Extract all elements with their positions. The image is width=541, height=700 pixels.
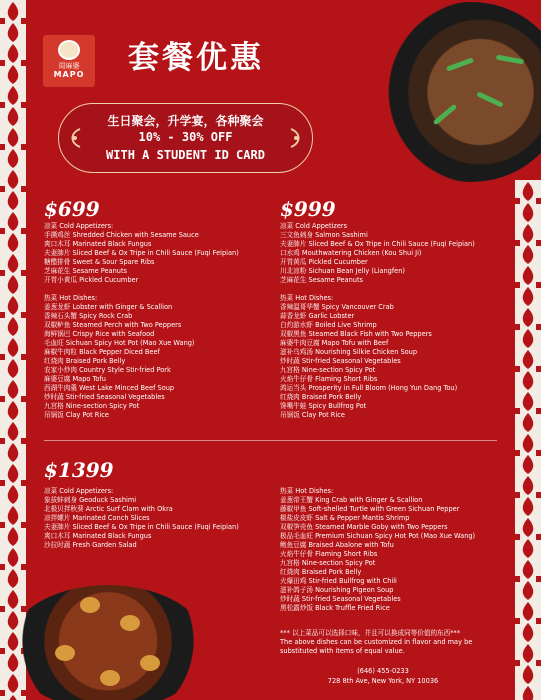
menu-item: 芝麻花生 Sesame Peanuts xyxy=(280,276,363,284)
menu-item: 麻婆豆腐 Mapo Tofu xyxy=(44,375,106,383)
menu-item: 鲍鱼豆腐 Braised Abalone with Tofu xyxy=(280,541,394,549)
menu-item: 糖醋排骨 Sweet & Sour Spare Ribs xyxy=(44,258,155,266)
chef-face-icon xyxy=(58,40,80,60)
menu-999-column xyxy=(280,222,475,420)
menu-item: 开胃黄瓜 Pickled Cucumber xyxy=(280,258,368,266)
menu-item: 吊锅饭 Clay Pot Rice xyxy=(44,411,109,419)
menu-price: $1399 xyxy=(44,458,114,482)
menu-item: 海鲜锅巴 Crispy Rice with Seafood xyxy=(44,330,155,338)
menu-item: 香辣石头蟹 Spicy Rock Crab xyxy=(44,312,133,320)
clay-pot-dish-photo xyxy=(376,2,541,182)
menu-item: 滋补乌鸡汤 Nourishing Silkie Chicken Soup xyxy=(280,348,418,356)
menu-item: 北极贝拌秋葵 Arctic Surf Clam with Okra xyxy=(44,505,173,513)
menu-item: 双椒笋壳鱼 Steamed Marble Goby with Two Peppers xyxy=(280,523,448,531)
menu-item: 夫妻肺片 Sliced Beef & Ox Tripe in Chili Sauce (Fuqi Feipian) xyxy=(44,249,239,257)
menu-item: 蒜香龙虾 Garlic Lobster xyxy=(280,312,355,320)
menu-item: 滋补鸽子汤 Nourishing Pigeon Soup xyxy=(280,586,394,594)
menu-item: 手撕鸡丝 Shredded Chicken with Sesame Sauce xyxy=(44,231,199,239)
lattice-pattern-icon xyxy=(515,180,541,700)
menu-item: 九宫格 Nine-section Spicy Pot xyxy=(44,402,140,410)
menu-section-heading: 凉菜 Cold Appetizers: xyxy=(44,487,114,495)
menu-item: 三文鱼刺身 Salmon Sashimi xyxy=(280,231,368,239)
menu-item: 黑松露炒饭 Black Truffle Fried Rice xyxy=(280,604,390,612)
customization-note xyxy=(280,629,510,656)
note-cn: *** 以上菜品可以选择口味，并且可以换成同等价值的东西*** xyxy=(280,629,461,637)
restaurant-logo xyxy=(43,35,95,87)
menu-section-heading: 热菜 Hot Dishes: xyxy=(280,294,334,302)
promo-banner xyxy=(58,103,313,173)
menu-item: 凉拌螺片 Marinated Conch Slices xyxy=(44,514,150,522)
menu-item: 双椒黑鱼 Steamed Black Fish with Two Peppers xyxy=(280,330,432,338)
menu-item: 极品毛血旺 Premium Sichuan Spicy Hot Pot (Mao Xue Wang) xyxy=(280,532,476,540)
menu-item: 爽口木耳 Marinated Black Fungus xyxy=(44,240,152,248)
address: 728 8th Ave, New York, NY 10036 xyxy=(327,677,439,685)
menu-item: 口水鸡 Mouthwatering Chicken (Kou Shui Ji) xyxy=(280,249,422,257)
banner-student-id: WITH A STUDENT ID CARD xyxy=(106,148,265,162)
menu-item: 红烧肉 Braised Pork Belly xyxy=(280,568,362,576)
menu-item: 九宫格 Nine-section Spicy Pot xyxy=(280,559,376,567)
menu-item: 火焰牛仔骨 Flaming Short Ribs xyxy=(280,550,378,558)
menu-item: 红烧肉 Braised Pork Belly xyxy=(280,393,362,401)
menu-price: $699 xyxy=(44,197,100,221)
menu-item: 炒时蔬 Stir-fried Seasonal Vegetables xyxy=(280,595,401,603)
logo-cn-text: 周麻婆 xyxy=(58,62,80,70)
menu-item: 象拔蚌刺身 Geoduck Sashimi xyxy=(44,496,137,504)
menu-item: 鸿运当头 Prosperity in Full Bloom (Hong Yun Dang Tou) xyxy=(280,384,458,392)
menu-item: 夫妻肺片 Sliced Beef & Ox Tripe in Chili Sauce (Fuqi Feipian) xyxy=(44,523,239,531)
menu-item: 火焰牛仔骨 Flaming Short Ribs xyxy=(280,375,378,383)
menu-699-column xyxy=(44,222,239,420)
menu-item: 毛血旺 Sichuan Spicy Hot Pot (Mao Xue Wang) xyxy=(44,339,195,347)
menu-item: 藤椒甲鱼 Soft-shelled Turtle with Green Sichuan Pepper xyxy=(280,505,460,513)
menu-1399-hot-column xyxy=(280,487,475,613)
menu-item: 姜葱龙虾 Lobster with Ginger & Scallion xyxy=(44,303,173,311)
menu-item: 炒时蔬 Stir-fried Seasonal Vegetables xyxy=(44,393,165,401)
menu-item: 香辣温哥华蟹 Spicy Vancouver Crab xyxy=(280,303,394,311)
banner-line-1: 生日聚会，升学宴，各种聚会 xyxy=(107,114,264,128)
menu-item: 夫妻肺片 Sliced Beef & Ox Tripe in Chili Sauce (Fuqi Feipian) xyxy=(280,240,475,248)
menu-item: 麻婆牛肉豆腐 Mapo Tofu with Beef xyxy=(280,339,389,347)
menu-item: 白灼游水虾 Boiled Live Shrimp xyxy=(280,321,377,329)
menu-item: 爽口木耳 Marinated Black Fungus xyxy=(44,532,152,540)
menu-item: 川北凉粉 Sichuan Bean Jelly (Liangfen) xyxy=(280,267,405,275)
menu-item: 麻椒牛肉粒 Black Pepper Diced Beef xyxy=(44,348,160,356)
menu-section-heading: 凉菜 Cold Appetizers: xyxy=(44,222,114,230)
phone-number: (646) 455-0233 xyxy=(357,667,409,675)
menu-item: 吊锅饭 Clay Pot Rice xyxy=(280,411,345,419)
menu-item: 炒时蔬 Stir-fried Seasonal Vegetables xyxy=(280,357,401,365)
page-title: 套餐优惠 xyxy=(128,40,264,76)
menu-item: 开胃小黄瓜 Pickled Cucumber xyxy=(44,276,139,284)
section-divider xyxy=(44,440,497,441)
menu-item: 姜葱帝王蟹 King Crab with Ginger & Scallion xyxy=(280,496,423,504)
contact-info xyxy=(323,666,443,686)
braised-pork-dish-photo xyxy=(0,575,215,700)
logo-en-text: MAPO xyxy=(53,70,85,79)
note-en: The above dishes can be customized in flavor and may be substituted with items of equal value. xyxy=(280,638,473,655)
menu-1399-cold-column xyxy=(44,487,239,550)
menu-section-heading: 热菜 Hot Dishes: xyxy=(44,294,98,302)
menu-item: 双椒鲈鱼 Steamed Perch with Two Peppers xyxy=(44,321,182,329)
menu-item: 椒盐皮皮虾 Salt & Pepper Mantis Shrimp xyxy=(280,514,410,522)
menu-item: 西湖牛肉羹 West Lake Minced Beef Soup xyxy=(44,384,175,392)
menu-section-heading: 凉菜 Cold Appetizers xyxy=(280,222,348,230)
menu-item: 农家小炒肉 Country Style Stir-fried Pork xyxy=(44,366,171,374)
menu-item: 红烧肉 Braised Pork Belly xyxy=(44,357,126,365)
menu-item: 沙拉时蔬 Fresh Garden Salad xyxy=(44,541,137,549)
banner-discount: 10% - 30% OFF xyxy=(138,130,233,144)
menu-item: 芝麻花生 Sesame Peanuts xyxy=(44,267,127,275)
menu-item: 九宫格 Nine-section Spicy Pot xyxy=(280,366,376,374)
menu-item: 馋嘴牛蛙 Spicy Bullfrog Pot xyxy=(280,402,367,410)
menu-item: 火爆田鸡 Stir-fried Bullfrog with Chili xyxy=(280,577,397,585)
right-lattice-border xyxy=(515,180,541,700)
menu-section-heading: 热菜 Hot Dishes: xyxy=(280,487,334,495)
menu-price: $999 xyxy=(280,197,336,221)
